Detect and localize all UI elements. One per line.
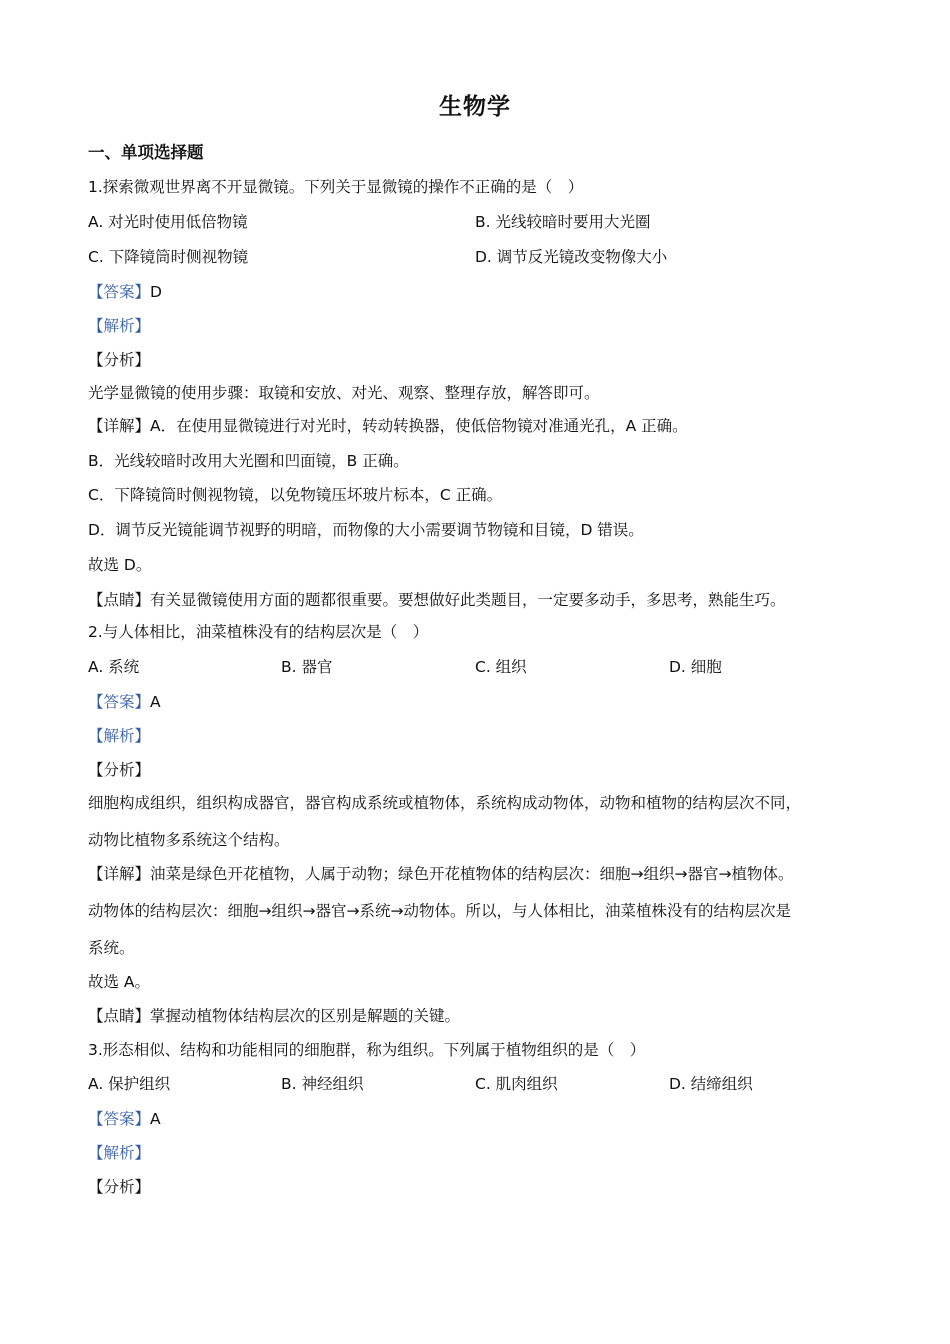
q2-jiexi-label: 【解析】 bbox=[88, 727, 151, 745]
answer-label: 【答案】 bbox=[88, 693, 151, 711]
q2-option-c: C. 组织 bbox=[475, 658, 527, 676]
q2-xiangjie-text: 油菜是绿色开花植物，人属于动物；绿色开花植物体的结构层次：细胞→组织→器官→植物体。 bbox=[150, 865, 794, 883]
q2-xiangjie-line-2: 动物体的结构层次：细胞→组织→器官→系统→动物体。所以，与人体相比，油菜植株没有的结构层次是 bbox=[88, 902, 791, 920]
q1-line-c: C．下降镜筒时侧视物镜，以免物镜压坏玻片标本，C 正确。 bbox=[88, 486, 503, 504]
q2-option-a: A. 系统 bbox=[88, 658, 140, 676]
q2-answer-value: A bbox=[150, 693, 161, 711]
section-heading: 一、单项选择题 bbox=[88, 143, 204, 162]
xiangjie-label: 【详解】 bbox=[88, 865, 151, 883]
q1-stem: 1.探索微观世界离不开显微镜。下列关于显微镜的操作不正确的是（ ） bbox=[88, 178, 584, 196]
q2-fenxi-label: 【分析】 bbox=[88, 761, 151, 779]
q1-xiangjie-text: A．在使用显微镜进行对光时，转动转换器，使低倍物镜对准通光孔，A 正确。 bbox=[150, 417, 688, 435]
q3-stem: 3.形态相似、结构和功能相同的细胞群，称为组织。下列属于植物组织的是（ ） bbox=[88, 1041, 646, 1059]
q1-line-b: B．光线较暗时改用大光圈和凹面镜，B 正确。 bbox=[88, 452, 409, 470]
dianjing-label: 【点睛】 bbox=[88, 1007, 151, 1025]
q3-option-b: B. 神经组织 bbox=[281, 1075, 364, 1093]
q1-dianjing bbox=[88, 589, 786, 611]
answer-label: 【答案】 bbox=[88, 1110, 151, 1128]
q3-option-c: C. 肌肉组织 bbox=[475, 1075, 558, 1093]
q3-jiexi-label: 【解析】 bbox=[88, 1144, 151, 1162]
q1-jiexi-label: 【解析】 bbox=[88, 317, 151, 335]
q2-fenxi-line-1: 细胞构成组织，组织构成器官，器官构成系统或植物体，系统构成动物体，动物和植物的结构层次不同， bbox=[88, 794, 802, 812]
q2-fenxi-line-2: 动物比植物多系统这个结构。 bbox=[88, 831, 290, 849]
q3-fenxi-label: 【分析】 bbox=[88, 1178, 151, 1196]
q1-choice: 故选 D。 bbox=[88, 556, 152, 574]
q1-option-c: C. 下降镜筒时侧视物镜 bbox=[88, 248, 249, 266]
q2-dianjing-text: 掌握动植物体结构层次的区别是解题的关键。 bbox=[150, 1007, 461, 1025]
q1-dianjing-text: 有关显微镜使用方面的题都很重要。要想做好此类题目，一定要多动手，多思考，熟能生巧。 bbox=[150, 591, 786, 609]
q2-stem: 2.与人体相比，油菜植株没有的结构层次是（ ） bbox=[88, 623, 429, 641]
page-title: 生物学 bbox=[439, 94, 511, 120]
q2-choice: 故选 A。 bbox=[88, 973, 151, 991]
q1-fenxi-text: 光学显微镜的使用步骤：取镜和安放、对光、观察、整理存放，解答即可。 bbox=[88, 384, 600, 402]
q3-answer-value: A bbox=[150, 1110, 161, 1128]
q1-xiangjie bbox=[88, 415, 688, 437]
q2-option-d: D. 细胞 bbox=[669, 658, 722, 676]
dianjing-label: 【点睛】 bbox=[88, 591, 151, 609]
q1-option-d: D. 调节反光镜改变物像大小 bbox=[475, 248, 668, 266]
q1-option-a: A. 对光时使用低倍物镜 bbox=[88, 213, 248, 231]
answer-label: 【答案】 bbox=[88, 283, 151, 301]
q1-line-d: D．调节反光镜能调节视野的明暗，而物像的大小需要调节物镜和目镜，D 错误。 bbox=[88, 521, 644, 539]
q2-dianjing bbox=[88, 1005, 460, 1027]
q2-xiangjie bbox=[88, 863, 793, 885]
q1-fenxi-label: 【分析】 bbox=[88, 351, 151, 369]
q3-option-d: D. 结缔组织 bbox=[669, 1075, 753, 1093]
q1-answer-value: D bbox=[150, 283, 162, 301]
q1-answer bbox=[88, 281, 162, 303]
xiangjie-label: 【详解】 bbox=[88, 417, 151, 435]
q2-answer bbox=[88, 691, 161, 713]
q3-answer bbox=[88, 1108, 161, 1130]
q2-option-b: B. 器官 bbox=[281, 658, 333, 676]
q3-option-a: A. 保护组织 bbox=[88, 1075, 171, 1093]
q2-xiangjie-line-3: 系统。 bbox=[88, 939, 135, 957]
q1-option-b: B. 光线较暗时要用大光圈 bbox=[475, 213, 651, 231]
